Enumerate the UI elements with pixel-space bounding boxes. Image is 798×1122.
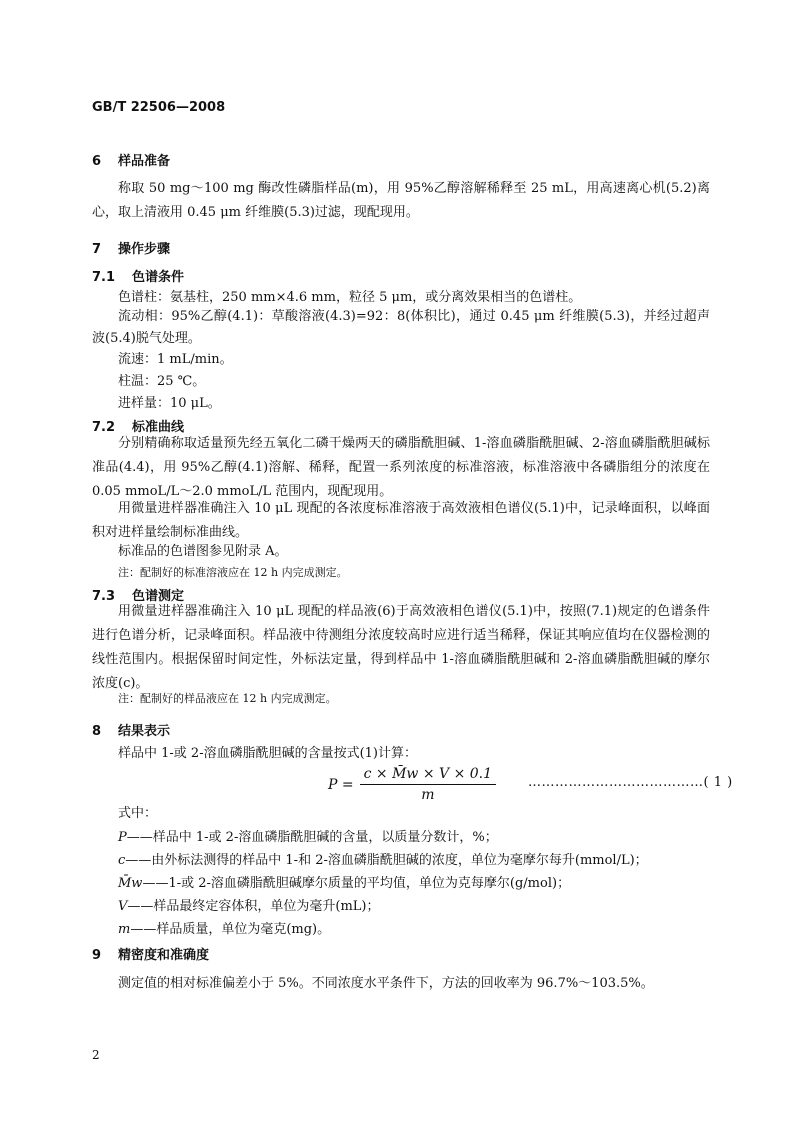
chromatography-paragraph: 用微量进样器准确注入 10 μL 现配的样品液(6)于高效液相色谱仪(5.1)中，按照(7.1)规定的色谱条件进行色谱分析，记录峰面积。样品液中待测组分浓度较高时应进行适当稀释，保证其响应值均在仪器检测的线性范围内。根据保留时间定性，外标法定量，得到样品中 1-溶血磷脂酰胆碱和 2-溶血磷脂酰胆碱的摩尔浓度(c)。 [92,604,710,691]
section-6-heading [92,150,170,169]
section-9-paragraph: 测定值的相对标准偏差小于 5%。不同浓度水平条件下，方法的回收率为 96.7%～103.5%。 [118,976,654,991]
definition-text: ——由外标法测得的样品中 1-和 2-溶血磷脂酰胆碱的浓度，单位为毫摩尔每升(mmol/L)； [125,853,648,868]
equation-label: ( 1 ) [703,775,733,790]
subsection-number: 7.3 [92,589,116,604]
section-title: 样品准备 [118,154,171,169]
definition-item [118,872,648,895]
section-number: 8 [92,724,102,739]
definition-item [118,918,648,941]
mobile-phase-condition: 流动相：95%乙醇(4.1)：草酸溶液(4.3)=92：8(体积比)，通过 0.45 μm 纤维膜(5.3)，并经过超声波(5.4)脱气处理。 [92,309,710,346]
section-9-heading [92,944,209,963]
definition-item [118,826,648,849]
section-6-paragraph: 称取 50 mg～100 mg 酶改性磷脂样品(m)，用 95%乙醇溶解稀释至 25 mL，用高速离心机(5.2)离心，取上清液用 0.45 μm 纤维膜(5.3)过滤，现配现用。 [92,181,710,220]
formula-lhs: P = [328,776,354,793]
column-temp-condition: 柱温：25 ℃。 [118,374,206,389]
definition-item [118,895,648,918]
section-title: 操作步骤 [118,242,171,257]
definition-symbol: m [118,922,131,937]
injection-volume-condition: 进样量：10 μL。 [118,396,221,411]
standard-solution-note: 注：配制好的标准溶液应在 12 h 内完成测定。 [118,566,348,579]
definition-text: ——样品质量，单位为毫克(mg)。 [130,922,331,937]
sample-solution-note: 注：配制好的样品液应在 12 h 内完成测定。 [118,692,337,705]
standard-curve-paragraph-2: 用微量进样器准确注入 10 μL 现配的各浓度标准溶液于高效液相色谱仪(5.1)中，记录峰面积，以峰面积对进样量绘制标准曲线。 [92,501,710,540]
subsection-number: 7.2 [92,420,116,435]
flow-rate-condition: 流速：1 mL/min。 [118,352,233,367]
definition-item [118,849,648,872]
definition-symbol: V [118,899,128,914]
section-number: 9 [92,948,102,963]
formula-numerator: c × M̄w × V × 0.1 [360,766,496,785]
formula-fraction [360,766,496,803]
section-title: 结果表示 [118,724,171,739]
section-7-heading [92,238,170,257]
section-title: 精密度和准确度 [118,948,210,963]
subsection-title: 标准曲线 [132,420,185,435]
column-condition: 色谱柱：氨基柱，250 mm×4.6 mm，粒径 5 μm，或分离效果相当的色谱柱。 [118,290,582,305]
variable-definitions [118,826,648,941]
definition-text: ——样品中 1-或 2-溶血磷脂酰胆碱的含量，以质量分数计，%； [126,830,498,845]
definition-text: ——1-或 2-溶血磷脂酰胆碱摩尔质量的平均值，单位为克每摩尔(g/mol)； [142,876,571,891]
standard-curve-paragraph-3: 标准品的色谱图参见附录 A。 [118,544,288,559]
content-formula [328,766,496,803]
subsection-number: 7.1 [92,270,116,285]
formula-denominator: m [421,787,435,803]
definition-symbol: c [118,853,126,868]
calculation-intro: 样品中 1-或 2-溶血磷脂酰胆碱的含量按式(1)计算： [118,746,418,761]
subsection-7-1-heading [92,266,184,285]
definition-text: ——样品最终定容体积，单位为毫升(mL)； [127,899,380,914]
definition-symbol: P [118,830,127,845]
subsection-title: 色谱条件 [132,270,185,285]
standard-curve-paragraph-1: 分别精确称取适量预先经五氧化二磷干燥两天的磷脂酰胆碱、1-溶血磷脂酰胆碱、2-溶血磷脂酰胆碱标准品(4.4)，用 95%乙醇(4.1)溶解、稀释，配置一系列浓度的标准溶液，标准溶液中各磷脂组分的浓度在 0.05 mmoL/L～2.0 mmoL/L 范围内，现配现用。 [92,436,710,499]
section-8-heading [92,720,170,739]
definition-symbol: M̄w [118,876,143,891]
page-number: 2 [92,1048,100,1062]
equation-number [528,775,733,790]
section-number: 7 [92,242,102,257]
subsection-title: 色谱测定 [132,589,185,604]
section-number: 6 [92,154,102,169]
where-label: 式中： [118,806,158,821]
equation-dots: ………………………………… [528,775,704,790]
document-header: GB/T 22506—2008 [92,100,226,115]
